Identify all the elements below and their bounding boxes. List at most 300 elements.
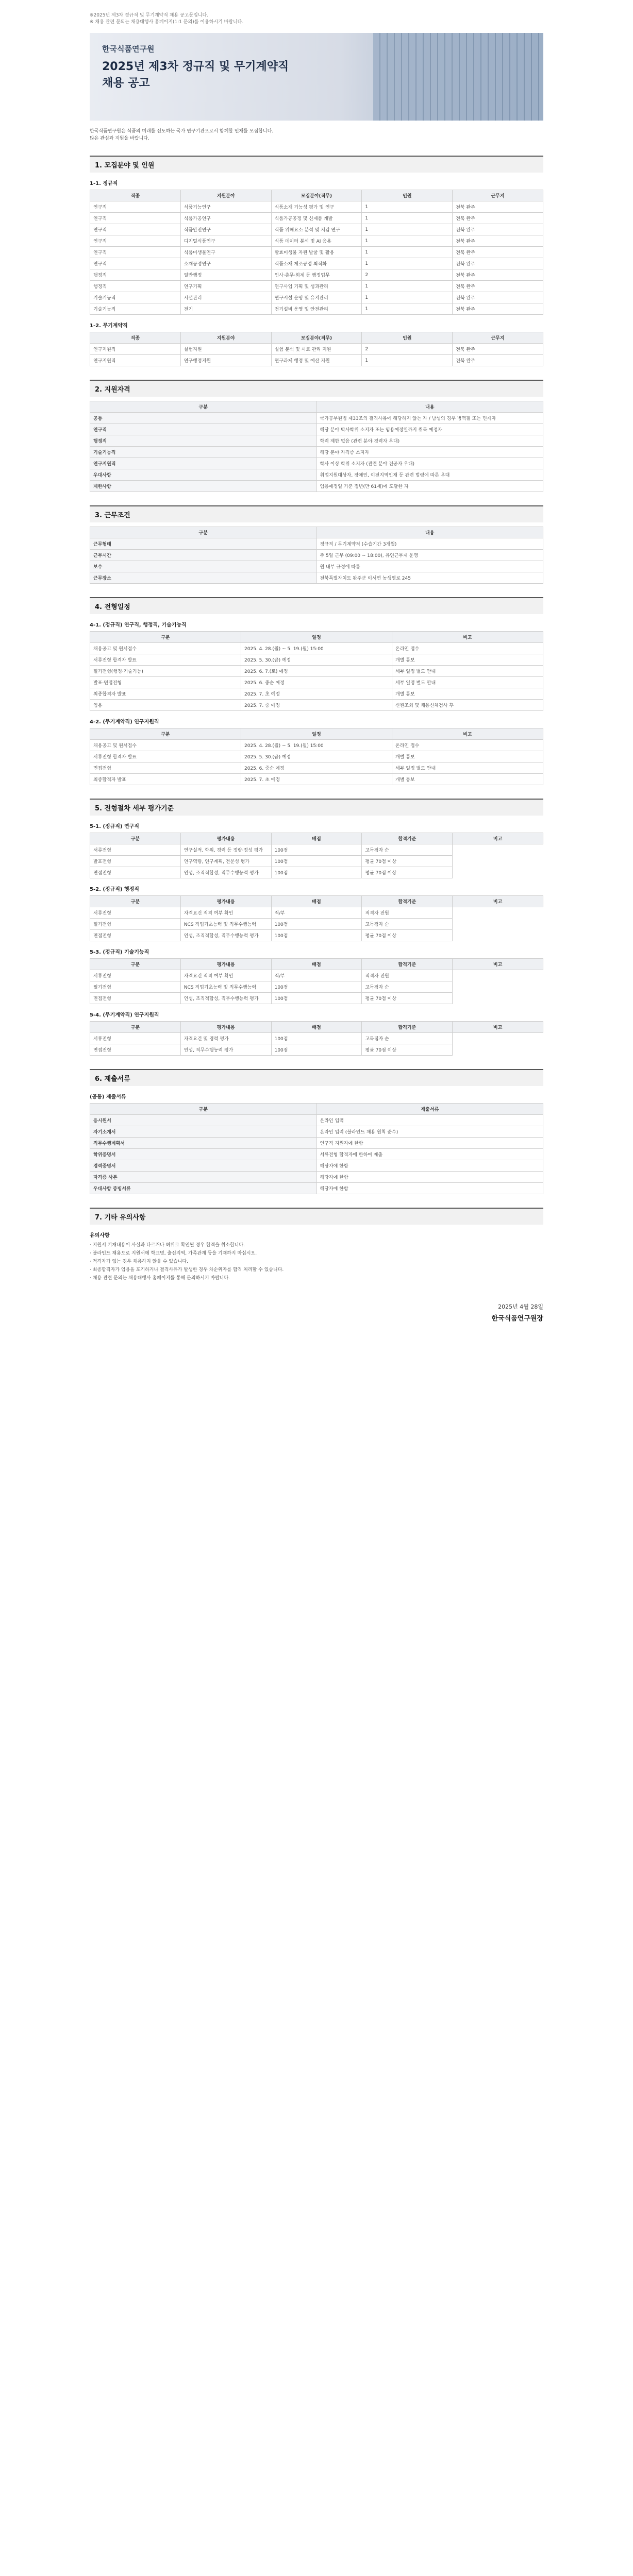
table-cell: 전북 완주 [453,235,543,247]
table-cell: 2025. 7. 중 예정 [241,700,392,711]
table-cell: 2025. 5. 30.(금) 예정 [241,654,392,666]
subsection-title: 4-2. (무기계약직) 연구지원직 [90,719,159,725]
column-header: 합격기준 [362,896,453,907]
table-cell: 필기전형 [90,919,181,930]
table-row [90,919,543,930]
table-cell: 면접전형 [90,867,181,878]
table-cell: 2025. 7. 초 예정 [241,774,392,785]
table-row [90,677,543,688]
table-cell: 전기 [180,303,271,315]
table-cell: 전북 완주 [453,355,543,366]
column-header: 내용 [316,401,543,413]
table-cell: 연구지원직 [90,458,317,469]
table-cell: 식품 데이터 분석 및 AI 응용 [271,235,362,247]
table-cell: 자기소개서 [90,1126,317,1138]
table-row [90,688,543,700]
table-row [90,844,543,856]
column-header: 지원분야 [180,332,271,344]
table-cell: 자격요건 적격 여부 확인 [180,907,271,919]
banner-title-2: 채용 공고 [102,77,150,90]
table-cell: 연구과제 행정 및 예산 지원 [271,355,362,366]
table-row [90,666,543,677]
column-header: 비고 [453,959,543,970]
table-cell: 연구역량, 연구계획, 전문성 평가 [180,856,271,867]
table-row [90,447,543,458]
table-row [90,981,543,993]
table-cell: 실험 분석 및 시료 관리 지원 [271,344,362,355]
notice-line: ※ 채용 관련 문의는 채용대행사 홈페이지(1:1 문의)를 이용하시기 바랍니다. [90,20,244,25]
table-cell: 응시원서 [90,1115,317,1126]
table-cell: 온라인 접수 [392,740,543,751]
table-row [90,1183,543,1194]
table-cell: 온라인 입력 [316,1115,543,1126]
table-row [90,1160,543,1172]
column-header: 구분 [90,527,317,538]
column-header: 배점 [271,833,362,844]
table-cell: 디지털식품연구 [180,235,271,247]
note-item: · 채용 관련 문의는 채용대행사 홈페이지를 통해 문의하시기 바랍니다. [90,1276,230,1281]
table-cell: 정규직 / 무기계약직 (수습기간 3개월) [316,538,543,550]
table-cell: 100점 [271,919,362,930]
footer-date: 2025년 4월 28일 [498,1303,543,1310]
table-cell: 세부 일정 별도 안내 [392,677,543,688]
eval-research-table [90,833,543,878]
subsection-title: 1-2. 무기계약직 [90,323,128,329]
table-row [90,700,543,711]
table-cell: 연구직 [90,424,317,435]
table-cell: 2025. 4. 28.(월) ~ 5. 19.(월) 15:00 [241,740,392,751]
table-cell: 연구직 [90,258,181,269]
table-cell: 인성, 조직적합성, 직무수행능력 평가 [180,867,271,878]
table-cell: 해당자에 한함 [316,1183,543,1194]
table-cell: 근무시간 [90,550,317,561]
banner-org: 한국식품연구원 [102,44,155,54]
table-row [90,643,543,654]
column-header: 합격기준 [362,1022,453,1033]
table-cell: 연구직 [90,224,181,235]
column-header: 구분 [90,959,181,970]
table-cell: 2 [362,344,453,355]
table-cell: 서류전형 합격자에 한하여 제출 [316,1149,543,1160]
table-row [90,435,543,447]
table-header-row [90,728,543,740]
table-row [90,774,543,785]
table-cell: 해당자에 한함 [316,1160,543,1172]
column-header: 일정 [241,632,392,643]
title-banner [90,33,543,121]
table-cell: 전북 완주 [453,303,543,315]
column-header: 구분 [90,728,241,740]
table-cell: 온라인 접수 [392,643,543,654]
eval-contract-table [90,1021,543,1056]
document [90,0,543,1323]
table-header-row [90,1022,543,1033]
table-row [90,469,543,481]
section-title: 6. 제출서류 [90,1069,543,1086]
table-row [90,970,543,981]
note-item: · 최종합격자가 임용을 포기하거나 결격사유가 발생한 경우 차순위자를 합격 처리할 수 있습니다. [90,1267,284,1273]
table-cell: 연구사업 기획 및 성과관리 [271,281,362,292]
recruit-contract-table [90,332,543,366]
table-cell: 학력 제한 없음 (관련 분야 경력자 우대) [316,435,543,447]
table-row [90,856,543,867]
table-cell: 필기전형 [90,981,181,993]
note-item: · 적격자가 없는 경우 채용하지 않을 수 있습니다. [90,1259,188,1264]
column-header: 합격기준 [362,833,453,844]
intro [90,128,543,142]
column-header: 평가내용 [180,833,271,844]
table-cell: 100점 [271,1033,362,1044]
table-cell: 100점 [271,867,362,878]
eval-tech-table [90,958,543,1004]
column-header: 지원분야 [180,190,271,201]
notes-list [90,1242,543,1282]
table-cell: 전북 완주 [453,201,543,213]
table-cell: 공통 [90,413,317,424]
table-cell: 2025. 7. 초 예정 [241,688,392,700]
column-header: 인원 [362,332,453,344]
table-cell: 경력증명서 [90,1160,317,1172]
table-row [90,281,543,292]
table-cell: 연구직 [90,201,181,213]
table-cell: 평균 70점 이상 [362,993,453,1004]
table-cell: 주 5일 근무 (09:00 ~ 18:00), 유연근무제 운영 [316,550,543,561]
notes-title: 유의사항 [90,1233,110,1239]
column-header: 근무지 [453,190,543,201]
note-item: · 블라인드 채용으로 지원서에 학교명, 출신지역, 가족관계 등을 기재하지 마십시오. [90,1251,257,1256]
table-cell: 100점 [271,1044,362,1056]
column-header: 내용 [316,527,543,538]
notice [90,12,543,26]
table-cell: 서류전형 [90,844,181,856]
table-cell: 2025. 6. 7.(토) 예정 [241,666,392,677]
table-cell: 일반행정 [180,269,271,281]
table-cell: 전북 완주 [453,281,543,292]
table-cell: 연구직 [90,213,181,224]
table-row [90,344,543,355]
schedule-contract-table [90,728,543,785]
table-cell: 평균 70점 이상 [362,856,453,867]
table-cell: 온라인 입력 (블라인드 채용 원칙 준수) [316,1126,543,1138]
table-cell: 100점 [271,993,362,1004]
table-cell: 기술기능직 [90,292,181,303]
table-cell: 식품소재 제조공정 최적화 [271,258,362,269]
table-cell: 연구기획 [180,281,271,292]
table-cell: 적격자 전원 [362,970,453,981]
table-cell: NCS 직업기초능력 및 직무수행능력 [180,919,271,930]
table-row [90,993,543,1004]
table-cell: 소재공정연구 [180,258,271,269]
note-item: · 지원서 기재내용이 사실과 다르거나 허위로 확인될 경우 합격을 취소합니다. [90,1243,245,1248]
subsection-title: 5-1. (정규직) 연구직 [90,824,139,829]
table-cell: 발효미생물 자원 발굴 및 활용 [271,247,362,258]
table-row [90,413,543,424]
table-row [90,1033,543,1044]
table-cell: 자격요건 및 경력 평가 [180,1033,271,1044]
table-row [90,224,543,235]
table-cell: 2025. 5. 30.(금) 예정 [241,751,392,762]
column-header: 모집분야(직무) [271,332,362,344]
table-cell: 100점 [271,856,362,867]
subsection-title: 5-4. (무기계약직) 연구지원직 [90,1012,159,1018]
table-cell: 채용공고 및 원서접수 [90,740,241,751]
table-header-row [90,190,543,201]
table-row [90,303,543,315]
table-cell: 발표전형 [90,856,181,867]
table-cell: 개별 통보 [392,688,543,700]
table-cell: 해당자에 한함 [316,1172,543,1183]
building-image [373,33,543,121]
column-header: 비고 [453,896,543,907]
table-cell: 전북 완주 [453,344,543,355]
table-cell: 면접전형 [90,1044,181,1056]
table-cell: 고득점자 순 [362,981,453,993]
table-cell: 근무장소 [90,572,317,584]
table-cell: 1 [362,224,453,235]
table-cell: 전북특별자치도 완주군 이서면 농생명로 245 [316,572,543,584]
table-row [90,235,543,247]
table-cell: 연구직 [90,235,181,247]
table-cell: 1 [362,247,453,258]
table-row [90,1172,543,1183]
table-cell: 식품안전연구 [180,224,271,235]
column-header: 구분 [90,1022,181,1033]
table-cell: 1 [362,292,453,303]
table-cell: 100점 [271,930,362,941]
table-cell: 우대사항 [90,469,317,481]
table-row [90,1138,543,1149]
table-header-row [90,401,543,413]
table-cell: 적/부 [271,907,362,919]
table-header-row [90,833,543,844]
table-cell: 인성, 조직적합성, 직무수행능력 평가 [180,930,271,941]
table-cell: 서류전형 [90,907,181,919]
table-cell: 연구직 [90,247,181,258]
table-cell: 식품가공연구 [180,213,271,224]
table-cell: 서류전형 [90,1033,181,1044]
table-cell: 식품기능연구 [180,201,271,213]
conditions-table [90,527,543,584]
table-cell: 실험지원 [180,344,271,355]
table-cell: 1 [362,303,453,315]
table-cell: 고득점자 순 [362,844,453,856]
table-cell: NCS 직업기초능력 및 직무수행능력 [180,981,271,993]
intro-line: 한국식품연구원은 식품의 미래를 선도하는 국가 연구기관으로서 함께할 인재를 모집합니다. [90,129,274,134]
table-cell: 자격요건 적격 여부 확인 [180,970,271,981]
column-header: 비고 [453,1022,543,1033]
banner-title-1: 2025년 제3차 정규직 및 무기계약직 [102,60,289,73]
table-cell: 서류전형 합격자 발표 [90,751,241,762]
table-header-row [90,527,543,538]
table-row [90,481,543,492]
table-cell: 전북 완주 [453,269,543,281]
schedule-regular-table [90,631,543,711]
table-cell: 전기설비 운영 및 안전관리 [271,303,362,315]
table-cell: 평균 70점 이상 [362,867,453,878]
eligibility-table [90,401,543,492]
table-cell: 1 [362,258,453,269]
table-row [90,213,543,224]
table-row [90,201,543,213]
table-cell: 서류전형 합격자 발표 [90,654,241,666]
table-cell: 기술기능직 [90,447,317,458]
table-cell: 연구실적, 학위, 경력 등 정량·정성 평가 [180,844,271,856]
table-cell: 최종합격자 발표 [90,688,241,700]
table-cell: 전북 완주 [453,258,543,269]
column-header: 인원 [362,190,453,201]
table-header-row [90,332,543,344]
table-header-row [90,896,543,907]
column-header: 합격기준 [362,959,453,970]
column-header: 구분 [90,833,181,844]
section-title: 3. 근무조건 [90,505,543,522]
column-header: 배점 [271,959,362,970]
table-cell: 고득점자 순 [362,1033,453,1044]
table-cell: 면접전형 [90,762,241,774]
subsection-title: 5-3. (정규직) 기술기능직 [90,950,149,955]
docs-table [90,1103,543,1194]
table-cell: 보수 [90,561,317,572]
table-cell: 평균 70점 이상 [362,1044,453,1056]
table-cell: 행정직 [90,435,317,447]
table-cell: 해당 분야 자격증 소지자 [316,447,543,458]
table-cell: 서류전형 [90,970,181,981]
table-row [90,572,543,584]
table-cell: 100점 [271,844,362,856]
table-row [90,762,543,774]
table-cell: 전북 완주 [453,247,543,258]
table-row [90,1126,543,1138]
table-cell: 개별 통보 [392,774,543,785]
table-cell: 개별 통보 [392,654,543,666]
table-cell: 적격자 전원 [362,907,453,919]
table-cell: 고득점자 순 [362,919,453,930]
column-header: 제출서류 [316,1104,543,1115]
column-header: 비고 [392,728,543,740]
column-header: 일정 [241,728,392,740]
column-header: 비고 [392,632,543,643]
table-cell: 필기전형(행정·기술기능) [90,666,241,677]
table-cell: 세부 일정 별도 안내 [392,666,543,677]
table-cell: 직무수행계획서 [90,1138,317,1149]
table-cell: 취업지원대상자, 장애인, 이전지역인재 등 관련 법령에 따른 우대 [316,469,543,481]
table-cell: 1 [362,281,453,292]
table-cell: 2 [362,269,453,281]
table-row [90,424,543,435]
table-cell: 전북 완주 [453,224,543,235]
table-row [90,751,543,762]
subsection-title: 4-1. (정규직) 연구직, 행정직, 기술기능직 [90,622,187,628]
table-row [90,269,543,281]
eval-admin-table [90,895,543,941]
table-row [90,561,543,572]
table-row [90,907,543,919]
column-header: 구분 [90,1104,317,1115]
column-header: 구분 [90,401,317,413]
table-header-row [90,959,543,970]
table-cell: 인성, 조직적합성, 직무수행능력 평가 [180,993,271,1004]
section-title: 5. 전형절차 세부 평가기준 [90,799,543,816]
table-header-row [90,1104,543,1115]
table-cell: 신원조회 및 채용신체검사 후 [392,700,543,711]
table-cell: 우대사항 증빙서류 [90,1183,317,1194]
table-cell: 인성, 직무수행능력 평가 [180,1044,271,1056]
table-cell: 식품미생물연구 [180,247,271,258]
table-cell: 연구직 지원자에 한함 [316,1138,543,1149]
table-row [90,1149,543,1160]
table-cell: 평균 70점 이상 [362,930,453,941]
table-cell: 세부 일정 별도 안내 [392,762,543,774]
column-header: 배점 [271,1022,362,1033]
table-cell: 1 [362,355,453,366]
table-cell: 행정직 [90,281,181,292]
table-cell: 전북 완주 [453,213,543,224]
table-row [90,538,543,550]
table-cell: 100점 [271,981,362,993]
table-cell: 최종합격자 발표 [90,774,241,785]
section-title: 4. 전형일정 [90,597,543,614]
table-row [90,550,543,561]
table-cell: 연구시설 운영 및 유지관리 [271,292,362,303]
section-title: 7. 기타 유의사항 [90,1208,543,1225]
footer [90,1302,543,1323]
table-cell: 1 [362,201,453,213]
column-header: 평가내용 [180,896,271,907]
column-header: 평가내용 [180,959,271,970]
column-header: 구분 [90,632,241,643]
table-row [90,247,543,258]
table-row [90,1044,543,1056]
table-cell: 학사 이상 학위 소지자 (관련 분야 전공자 우대) [316,458,543,469]
table-cell: 1 [362,213,453,224]
table-row [90,740,543,751]
table-cell: 해당 분야 박사학위 소지자 또는 임용예정일까지 취득 예정자 [316,424,543,435]
table-cell: 시설관리 [180,292,271,303]
table-row [90,458,543,469]
footer-org: 한국식품연구원장 [491,1315,543,1323]
table-cell: 1 [362,235,453,247]
section-title: 1. 모집분야 및 인원 [90,156,543,173]
table-cell: 발표·면접전형 [90,677,241,688]
table-row [90,355,543,366]
table-cell: 적/부 [271,970,362,981]
subsection-title: 1-1. 정규직 [90,181,118,187]
table-row [90,292,543,303]
table-cell: 식품 위해요소 분석 및 저감 연구 [271,224,362,235]
column-header: 배점 [271,896,362,907]
table-cell: 채용공고 및 원서접수 [90,643,241,654]
intro-line: 많은 관심과 지원을 바랍니다. [90,136,149,141]
table-cell: 임용 [90,700,241,711]
column-header: 평가내용 [180,1022,271,1033]
table-cell: 2025. 6. 중순 예정 [241,762,392,774]
column-header: 직종 [90,190,181,201]
recruit-regular-table [90,190,543,315]
table-cell: 2025. 6. 중순 예정 [241,677,392,688]
table-cell: 2025. 4. 28.(월) ~ 5. 19.(월) 15:00 [241,643,392,654]
docs-label: (공통) 제출서류 [90,1094,126,1100]
table-cell: 제한사항 [90,481,317,492]
table-cell: 인사·총무·회계 등 행정업무 [271,269,362,281]
table-cell: 자격증 사본 [90,1172,317,1183]
notice-line: ※2025년 제3차 정규직 및 무기계약직 채용 공고문입니다. [90,13,209,18]
table-cell: 면접전형 [90,993,181,1004]
column-header: 직종 [90,332,181,344]
table-cell: 개별 통보 [392,751,543,762]
table-cell: 식품소재 기능성 평가 및 연구 [271,201,362,213]
table-row [90,930,543,941]
table-cell: 연구지원직 [90,344,181,355]
